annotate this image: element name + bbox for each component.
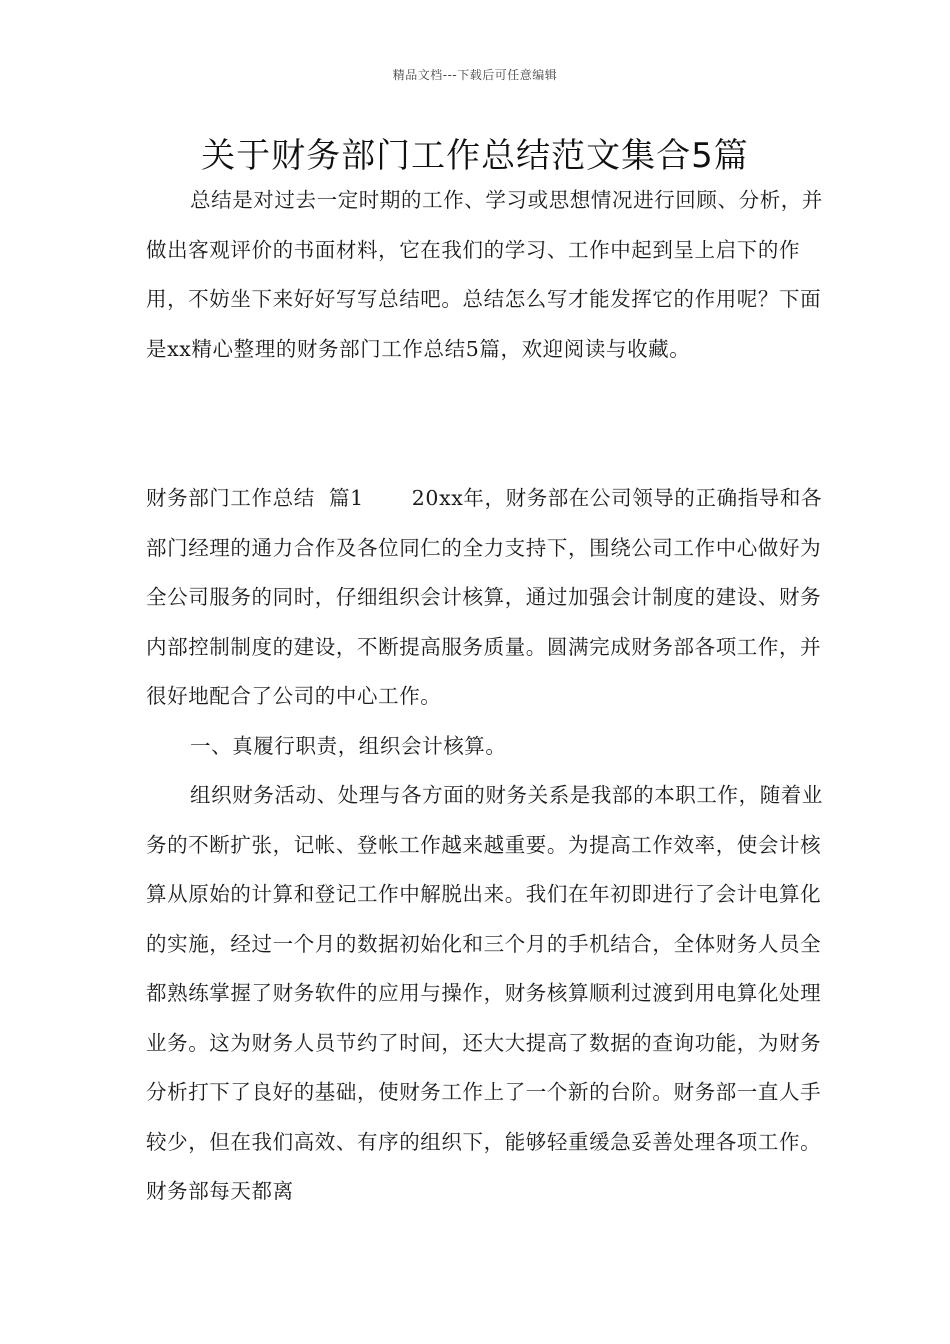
section-1-point-1-body: 组织财务活动、处理与各方面的财务关系是我部的本职工作，随着业务的不断扩张，记帐、登帐工作越来越重要。为提高工作效率，使会计核算从原始的计算和登记工作中解脱出来。我们在年初即进行了会计电算化的实施，经过一个月的数据初始化和三个月的手机结合，全体财务人员全都熟练掌握了财务软件的应用与操作，财务核算顺利过渡到用电算化处理业务。这为财务人员节约了时间，还大大提高了数据的查询功能，为财务分析打下了良好的基础，使财务工作上了一个新的台阶。财务部一直人手较少，但在我们高效、有序的组织下，能够轻重缓急妥善处理各项工作。财务部每天都离 — [146, 783, 823, 1203]
section-1-lead-paragraph — [146, 474, 828, 722]
intro-section — [146, 176, 828, 374]
document-title: 关于财务部门工作总结范文集合5篇 — [201, 136, 749, 176]
section-1 — [146, 474, 828, 1217]
intro-paragraph: 总结是对过去一定时期的工作、学习或思想情况进行回顾、分析，并做出客观评价的书面材料，它在我们的学习、工作中起到呈上启下的作用，不妨坐下来好好写写总结吧。总结怎么写才能发挥它的作用呢？下面是xx精心整理的财务部门工作总结5篇，欢迎阅读与收藏。 — [146, 188, 823, 361]
section-1-lead-text: 20xx年，财务部在公司领导的正确指导和各部门经理的通力合作及各位同仁的全力支持下，围绕公司工作中心做好为全公司服务的同时，仔细组织会计核算，通过加强会计制度的建设、财务内部控制制度的建设，不断提高服务质量。圆满完成财务部各项工作，并很好地配合了公司的中心工作。 — [146, 486, 823, 708]
section-1-heading: 财务部门工作总结 篇1 — [146, 486, 364, 510]
section-1-point-1-title: 一、真履行职责，组织会计核算。 — [190, 733, 507, 758]
header-note: 精品文档---下载后可任意编辑 — [392, 68, 558, 82]
